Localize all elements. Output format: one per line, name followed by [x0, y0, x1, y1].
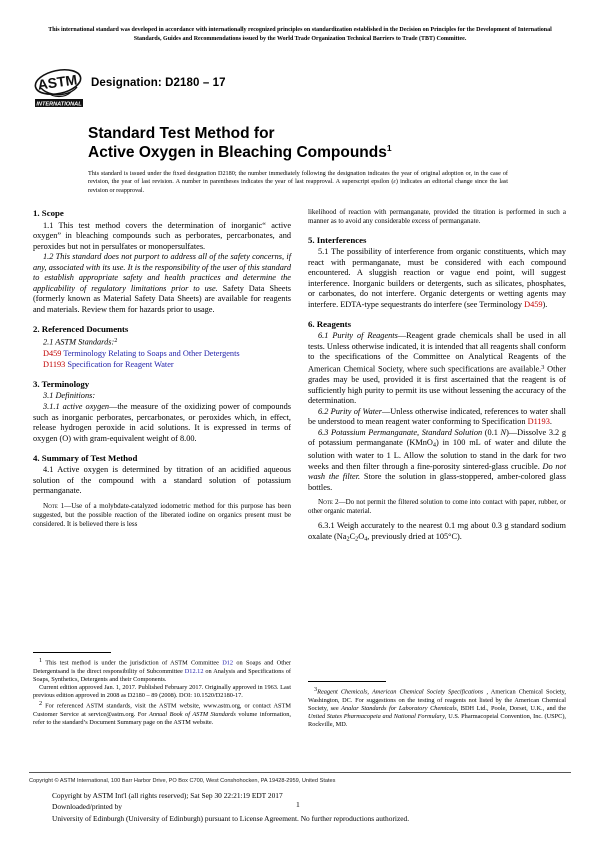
heading-reagents: 6. Reagents — [308, 318, 352, 329]
issue-statement-a: This standard is issued under the fixed designation D2180; the number immediately following the designation indicates the year of original adoption or, in the case of revision, the year of last revision. A number in parentheses indicates the year of last reapproval. A superscript epsilon ( — [88, 170, 508, 186]
para-6-2 — [308, 407, 566, 428]
standard-link-d1193-inline[interactable]: D1193 — [527, 417, 550, 427]
footnote-3-c: , U.S. Pharmacopeial Convention, Inc. (USPC), Rockville, MD. — [308, 712, 566, 728]
footnote-2 — [33, 700, 291, 727]
stamp-line-3: University of Edinburgh (University of Edinburgh) pursuant to License Agreement. No further reproductions authorized. — [52, 813, 410, 823]
footnote-1 — [33, 657, 291, 684]
right-column — [308, 208, 566, 545]
para-6-3-1-a: 6.3.1 Weigh accurately to the nearest 0.1 mg about 0.3 g standard sodium oxalate (Na — [308, 521, 566, 541]
footnote-1-b: on Soaps and Other Detergentsand is the direct responsibility of Subcommittee — [33, 659, 291, 675]
referenced-standards-list — [33, 349, 291, 371]
para-6-1-footnote-marker: 3 — [541, 363, 545, 371]
copyright-divider — [29, 772, 571, 773]
title-block — [88, 124, 508, 162]
copyright-notice: Copyright © ASTM International, 100 Barr Harbor Drive, PO Box C700, West Conshohocken, PA 19428-2959, United States — [29, 778, 336, 784]
heading-interferences: 5. Interferences — [308, 234, 367, 245]
right-footnotes — [308, 681, 566, 729]
issue-statement — [88, 170, 508, 195]
purity-of-water-label: 6.2 Purity of Water — [318, 406, 382, 416]
para-5-1 — [308, 247, 566, 310]
para-6-3-1-b: C — [349, 531, 356, 541]
footnote-3-a: , American Chemical Society, Washington, DC. For suggestions on the testing of reagents not listed by the American Chemical Society, see — [308, 688, 566, 712]
footnote-rule — [33, 652, 111, 653]
para-1-2-rest: Safety Data Sheets (formerly known as Material Safety Data Sheets) are available for reagents and materials. Review them for hazards prior to usage. — [33, 283, 291, 314]
para-6-2-a: —Unless otherwise indicated, references to water shall be understood to mean reagent water conforming to Specification — [308, 406, 566, 427]
footnote-3-italic-1: Reagent Chemicals, American Chemical Society Specifications — [317, 688, 484, 696]
para-6-3-paren-b: )—Dissolve 3.2 g of potassium permanganate (KMnO — [308, 427, 566, 448]
download-stamp — [52, 790, 552, 824]
para-2-1 — [33, 336, 291, 348]
footnote-rule — [308, 681, 386, 682]
stamp-line-2: Downloaded/printed by — [52, 802, 122, 812]
heading-terminology: 3. Terminology — [33, 378, 90, 389]
footnote-2-italic: Annual Book of ASTM Standards — [148, 710, 236, 718]
para-6-3-1 — [308, 521, 566, 544]
para-6-1-b: Other grades may be used, provided it is first ascertained that the reagent is of sufficiently high purity to permit its use without lessening the accuracy of the determination. — [308, 364, 566, 406]
potassium-permanganate-label: 6.3 Potassium Permanganate, Standard Solution — [318, 427, 483, 437]
para-6-3 — [308, 428, 566, 494]
definitions-label: 3.1 Definitions: — [43, 391, 96, 401]
standard-link-d459-inline[interactable]: D459 — [524, 299, 543, 309]
astm-logo-banner-text: INTERNATIONAL — [36, 101, 82, 108]
kmno4-subscript: 4 — [432, 441, 436, 449]
footnote-3 — [308, 686, 566, 729]
normality-symbol: N — [500, 427, 507, 437]
heading-scope: 1. Scope — [33, 208, 64, 218]
footnote-2-b: volume information, refer to the standard’s Document Summary page on the ASTM website. — [33, 710, 291, 726]
subcommittee-link-d1212[interactable]: D12.12 — [184, 667, 204, 675]
para-3-1-1 — [33, 402, 291, 444]
para-5-1-b: ). — [542, 299, 548, 309]
designation-label: Designation: D2180 – 17 — [91, 77, 226, 89]
standard-link-d1193[interactable]: D1193 — [43, 359, 66, 369]
para-6-3-paren-a: (0.1 — [482, 427, 501, 437]
heading-summary-of-test-method: 4. Summary of Test Method — [33, 452, 138, 463]
epsilon-symbol: ε — [393, 178, 396, 186]
para-5-1-a: 5.1 The possibility of interference from organic constituents, which may react with permanganate, must be considered with each compound encountered. A sluggish reaction or vague end point, will suggest interference. Inorganic builders or detergents, such as silicates, phosphates, or carbonates, do not interfere. Organic detergents or wetting agents may interfere. EDTA-type sequestrants do interfere (see Terminology — [308, 247, 566, 309]
list-item[interactable] — [33, 360, 291, 371]
stamp-line-1: Copyright by ASTM Int'l (all rights reserved); Sat Sep 30 22:21:19 EDT 2017 — [52, 791, 283, 800]
footnote-3-b: , BDH Ltd., Poole, Dorset, U.K., and the — [456, 704, 567, 712]
para-1-1: 1.1 This test method covers the determination of inorganic“ active oxygen” in bleaching compounds such as perborates, percarbonates, and peroxides but not in persulfates or monopersulfates. — [33, 220, 291, 251]
standard-title-d459[interactable]: Terminology Relating to Soaps and Other Detergents — [63, 348, 240, 358]
title-footnote-marker: 1 — [386, 142, 392, 153]
footnote-1-marker: 1 — [39, 657, 43, 664]
para-6-1 — [308, 331, 566, 406]
left-footnotes — [33, 652, 291, 727]
title-line-2 — [88, 143, 508, 162]
footnote-3-italic-2: Analar Standards for Laboratory Chemicals — [341, 704, 457, 712]
para-6-3-1-d: , previously dried at 105°C). — [367, 531, 462, 541]
para-1-2 — [33, 252, 291, 315]
standard-link-d459[interactable]: D459 — [43, 348, 62, 358]
standard-title-d1193[interactable]: Specification for Reagent Water — [67, 359, 174, 369]
para-1-2-italic: 1.2 This standard does not purport to address all of the safety concerns, if any, associated with its use. It is the responsibility of the user of this standard to establish appropriate safety and health practices and determine the applicability of regulatory limitations prior to use. — [33, 252, 291, 293]
para-6-1-a: —Reagent grade chemicals shall be used in all tests. Unless otherwise indicated, it is intended that all reagents shall conform to the specifications of the Committee on Analytical Reagents of the American Chemical Society, where such specifications are available. — [308, 331, 566, 374]
para-6-3-d: Store the solution in glass-stoppered, amber-colored glass bottles. — [308, 472, 566, 492]
note-1-text: —Use of a molybdate-catalyzed iodometric method for this purpose has been suggested, but the possible reaction of the liberated iodine on organics present must be considered. It is believed there is less — [33, 501, 291, 528]
heading-referenced-documents: 2. Referenced Documents — [33, 323, 129, 334]
designation-row — [33, 68, 567, 114]
para-4-1: 4.1 Active oxygen is determined by titration of an acidified aqueous solution of the compound with a standard solution of potassium permanganate. — [33, 465, 291, 496]
footnote-2-a: For referenced ASTM standards, visit the ASTM website, www.astm.org, or contact ASTM Customer Service at service@astm.org. For — [33, 702, 291, 718]
committee-link-d12[interactable]: D12 — [222, 659, 234, 667]
issue-statement-b: ) indicates an editorial change since the last revision or reapproval. — [88, 178, 508, 194]
tbt-header-note: This international standard was developed in accordance with internationally recognized principles on standardization established in the Decision on Principles for the Development of International Standards, Guides and Recommendations issued by the World Trade Organization Technical Barriers to Trade (TBT) Committee. — [48, 27, 552, 42]
do-not-wash-filter: Do not wash the filter. — [308, 461, 566, 482]
title-line-1: Standard Test Method for — [88, 125, 275, 142]
term-active-oxygen: 3.1.1 active oxygen — [43, 401, 110, 411]
c2-subscript: 2 — [355, 535, 359, 543]
footnote-3-italic-3: United States Pharmacopeia and National Formulary — [308, 712, 445, 720]
purity-of-reagents-label: 6.1 Purity of Reagents — [318, 331, 398, 341]
astm-standards-footnote-marker: 2 — [114, 337, 118, 345]
left-column — [33, 208, 291, 529]
para-6-3-1-c: O — [358, 531, 365, 541]
footnote-3-marker: 3 — [314, 686, 318, 693]
page-number: 1 — [296, 800, 300, 809]
astm-standards-label: 2.1 ASTM Standards: — [43, 338, 115, 348]
note-1 — [33, 502, 291, 529]
footnote-1-c: on Analysis and Specifications of Soaps, Synthetics, Detergents and their Components. — [33, 667, 292, 683]
astm-logo-icon — [33, 68, 85, 112]
para-6-2-b: . — [549, 417, 552, 427]
title-text: Active Oxygen in Bleaching Compounds — [88, 144, 387, 161]
na2-subscript: 2 — [346, 535, 350, 543]
note-2-text: —Do not permit the filtered solution to come into contact with paper, rubber, or other organic material. — [308, 498, 567, 516]
para-6-3-c: ) in 100 mL of water and dilute the solution with water to 1 L. Allow the solution to stand in the dark for two weeks and then filter through a fine-porosity sintered-glass crucible. — [308, 438, 566, 471]
note-2-label: Note 2 — [318, 498, 339, 507]
footnote-1-a: This test method is under the jurisdiction of ASTM Committee — [42, 659, 223, 667]
footnote-2-marker: 2 — [39, 700, 43, 708]
note-1-label: Note 1 — [43, 501, 65, 510]
list-item[interactable] — [33, 349, 291, 360]
note-1-continuation: likelihood of reaction with permanganate, provided the titration is performed in such a manner as to avoid any considerable excess of permanganate. — [308, 208, 566, 225]
o4-subscript: 4 — [364, 535, 368, 543]
term-active-oxygen-definition: —the measure of the oxidizing power of compounds such as inorganic perborates, percarbonates, or peroxides which, in effect, release hydrogen peroxide in acid solutions. It is expressed in terms of oxygen (O) with gram-equivalent weight of 8.00. — [33, 401, 291, 443]
note-2 — [308, 498, 566, 516]
para-3-1 — [33, 391, 291, 402]
footnote-current-edition: Current edition approved Jan. 1, 2017. Published February 2017. Originally approved in 1963. Last previous edition approved in 2008 as D2180 – 89 (2008). DOI: 10.1520/D2180-17. — [33, 683, 291, 699]
svg-text:ASTM: ASTM — [36, 71, 79, 93]
